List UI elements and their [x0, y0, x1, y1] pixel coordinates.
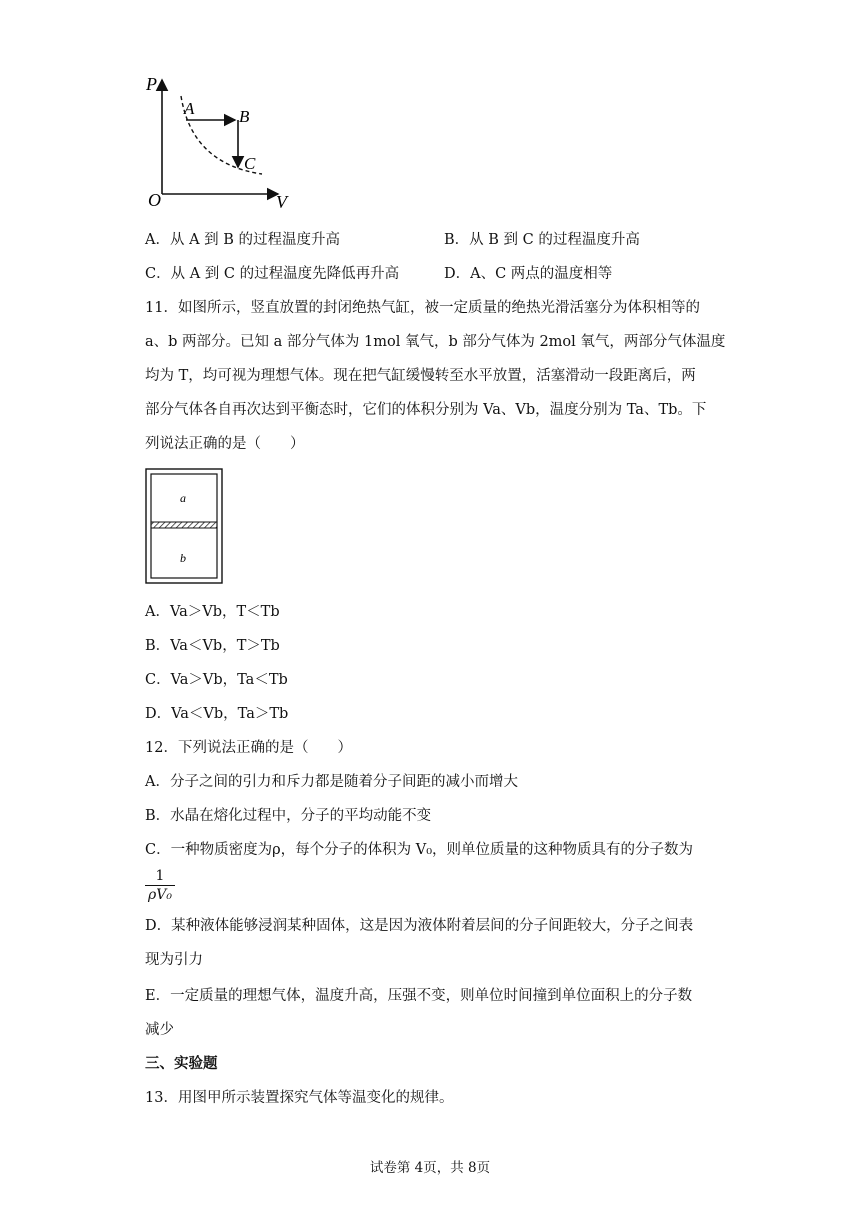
q12-option-d-line-2: 现为引力 — [145, 952, 203, 968]
page-footer: 试卷第 4页，共 8页 — [369, 1160, 491, 1176]
section-heading: 三、实验题 — [145, 1055, 218, 1072]
fraction-denominator: ρV₀ — [148, 887, 172, 903]
q12-stem: 12．下列说法正确的是（ ） — [145, 740, 352, 756]
q10-option-b: B．从 B 到 C 的过程温度升高 — [444, 232, 640, 248]
v-label: V — [276, 192, 287, 212]
q11-option-c: C．Va＞Vb，Ta＜Tb — [145, 672, 288, 688]
q10-option-a: A．从 A 到 B 的过程温度升高 — [145, 232, 341, 248]
q13-stem: 13．用图甲所示装置探究气体等温变化的规律。 — [145, 1090, 454, 1106]
fraction-one-over-rho-v0 — [145, 867, 175, 904]
c-label: C — [244, 154, 256, 173]
fraction-numerator: 1 — [145, 867, 175, 886]
q12-option-c: C．一种物质密度为ρ，每个分子的体积为 V₀，则单位质量的这种物质具有的分子数为 — [145, 842, 694, 858]
q11-option-b: B．Va＜Vb，T＞Tb — [145, 638, 280, 654]
q11-stem-line-1: 11．如图所示，竖直放置的封闭绝热气缸，被一定质量的绝热光滑活塞分为体积相等的 — [145, 300, 700, 316]
q11-stem-line-3: 均为 T，均可视为理想气体。现在把气缸缓慢转至水平放置，活塞滑动一段距离后，两 — [145, 368, 696, 384]
p-label: P — [146, 74, 157, 94]
a-label: A — [184, 99, 195, 118]
o-label: O — [148, 190, 161, 210]
b-label: B — [239, 107, 250, 126]
chamber-b-label: b — [180, 551, 186, 565]
chamber-a-label: a — [180, 491, 186, 505]
q11-stem-line-2: a、b 两部分。已知 a 部分气体为 1mol 氧气，b 部分气体为 2mol 氧气，两部分气体温度 — [145, 334, 726, 350]
q11-stem-line-4: 部分气体各自再次达到平衡态时，它们的体积分别为 Va、Vb，温度分别为 Ta、Tb。下 — [145, 402, 707, 418]
q11-option-d: D．Va＜Vb，Ta＞Tb — [145, 706, 289, 722]
cylinder-figure — [145, 468, 225, 586]
q12-option-b: B．水晶在熔化过程中，分子的平均动能不变 — [145, 808, 432, 824]
q12-option-e-line-2: 减少 — [145, 1022, 174, 1038]
q11-stem-line-5: 列说法正确的是（ ） — [145, 436, 305, 452]
q12-option-e-line-1: E．一定质量的理想气体，温度升高，压强不变，则单位时间撞到单位面积上的分子数 — [145, 988, 693, 1004]
q12-option-d-line-1: D．某种液体能够浸润某种固体，这是因为液体附着层间的分子间距较大，分子之间表 — [145, 918, 694, 934]
q11-option-a: A．Va＞Vb，T＜Tb — [145, 604, 280, 620]
q12-option-a: A．分子之间的引力和斥力都是随着分子间距的减小而增大 — [145, 774, 518, 790]
piston — [151, 522, 217, 528]
pv-graph — [140, 74, 300, 214]
q10-option-c: C．从 A 到 C 的过程温度先降低再升高 — [145, 266, 400, 282]
q10-option-d: D．A、C 两点的温度相等 — [444, 266, 613, 282]
